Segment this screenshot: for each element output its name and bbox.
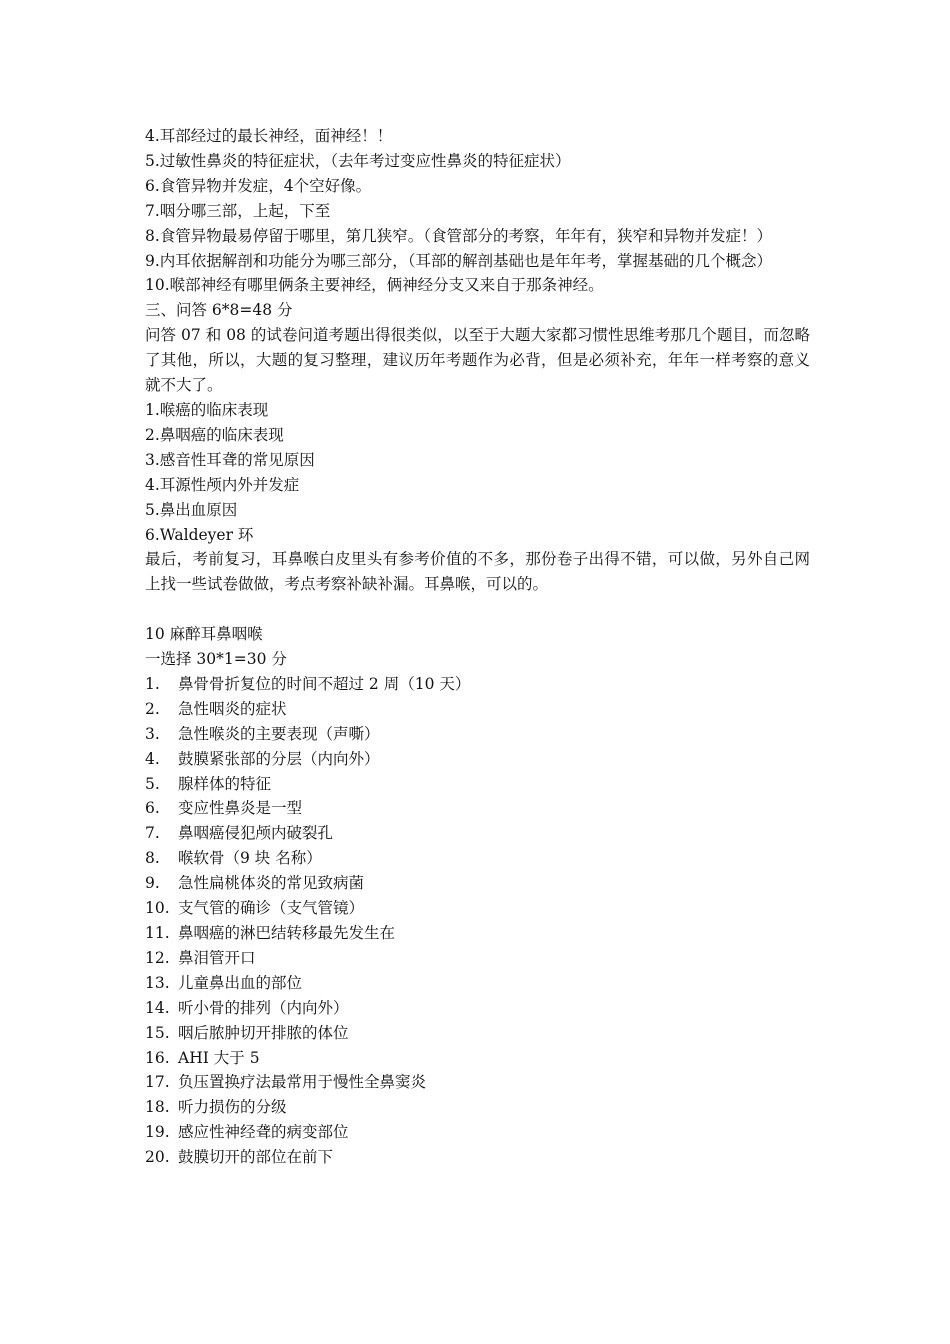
choice-question-item [145,1070,810,1095]
choice-question-item [145,1046,810,1071]
question-7: 7.咽分哪三部，上起，下至 [145,201,331,220]
item-number: 6. [145,799,160,818]
item-text: 听力损伤的分级 [178,1098,287,1117]
question-6: 6.食管异物并发症，4个空好像。 [145,176,372,195]
essay-intro-paragraph: 问答 07 和 08 的试卷问道考题出得很类似，以至于大题大家都习惯性思维考那几个题目，而忽略了其他，所以，大题的复习整理，建议历年考题作为必背，但是必须补充，年年一样考察的意义就不大了。 [145,326,810,395]
choice-question-item [145,846,810,871]
item-number: 11. [145,923,170,942]
choice-question-item [145,971,810,996]
item-number: 10. [145,899,170,918]
item-text: 喉软骨（9 块 名称） [178,849,322,868]
blank-line [145,597,810,622]
item-text: 鼻咽癌侵犯颅内破裂孔 [178,824,334,843]
item-number: 8. [145,849,160,868]
item-text: 听小骨的排列（内向外） [178,998,349,1017]
choice-question-item [145,821,810,846]
choice-question-item [145,946,810,971]
item-text: 鼓膜紧张部的分层（内向外） [178,749,380,768]
item-number: 5. [145,774,160,793]
choice-question-item [145,747,810,772]
item-text: 鼓膜切开的部位在前下 [178,1148,334,1167]
essay-item: 5.鼻出血原因 [145,500,238,519]
exam-title: 10 麻醉耳鼻咽喉 [145,625,263,644]
item-number: 9. [145,874,160,893]
item-number: 14. [145,998,170,1017]
item-text: AHI 大于 5 [178,1048,260,1067]
item-text: 鼻泪管开口 [178,948,256,967]
choice-question-item [145,796,810,821]
closing-paragraph: 最后，考前复习，耳鼻喉白皮里头有参考价值的不多，那份卷子出得不错，可以做，另外自己网上找一些试卷做做，考点考察补缺补漏。耳鼻喉，可以的。 [145,550,810,594]
item-number: 7. [145,824,160,843]
item-number: 17. [145,1073,170,1092]
item-number: 18. [145,1098,170,1117]
choice-question-item [145,1145,810,1170]
item-text: 变应性鼻炎是一型 [178,799,303,818]
question-8: 8.食管异物最易停留于哪里，第几狭窄。（食管部分的考察，年年有，狭窄和异物并发症！） [145,226,773,245]
essay-item: 2.鼻咽癌的临床表现 [145,425,284,444]
choice-question-item [145,896,810,921]
item-text: 支气管的确诊（支气管镜） [178,899,365,918]
item-number: 1. [145,674,160,693]
item-number: 3. [145,724,160,743]
item-text: 负压置换疗法最常用于慢性全鼻窦炎 [178,1073,427,1092]
essay-item: 4.耳源性颅内外并发症 [145,475,300,494]
item-text: 腺样体的特征 [178,774,272,793]
choice-question-item [145,672,810,697]
choice-question-item [145,1095,810,1120]
question-5: 5.过敏性鼻炎的特征症状，（去年考过变应性鼻炎的特征症状） [145,151,571,170]
item-text: 咽后脓肿切开排脓的体位 [178,1023,349,1042]
essay-item: 1.喉癌的临床表现 [145,400,269,419]
choice-question-item [145,996,810,1021]
choice-question-item [145,1120,810,1145]
item-number: 2. [145,699,160,718]
item-number: 13. [145,973,170,992]
essay-section-heading: 三、问答 6*8=48 分 [145,301,293,320]
item-text: 急性扁桃体炎的常见致病菌 [178,874,365,893]
choice-section-heading: 一选择 30*1=30 分 [145,650,287,669]
item-number: 4. [145,749,160,768]
essay-item: 6.Waldeyer 环 [145,525,254,544]
choice-question-item [145,772,810,797]
question-10: 10.喉部神经有哪里俩条主要神经，俩神经分支又来自于那条神经。 [145,276,604,295]
choice-question-list [145,672,810,1170]
choice-question-item [145,697,810,722]
item-text: 急性咽炎的症状 [178,699,287,718]
item-text: 急性喉炎的主要表现（声嘶） [178,724,380,743]
item-number: 12. [145,948,170,967]
item-number: 19. [145,1123,170,1142]
item-text: 鼻咽癌的淋巴结转移最先发生在 [178,923,396,942]
item-text: 感应性神经聋的病变部位 [178,1123,349,1142]
question-9: 9.内耳依据解剖和功能分为哪三部分，（耳部的解剖基础也是年年考，掌握基础的几个概念） [145,251,773,270]
item-number: 15. [145,1023,170,1042]
question-4: 4.耳部经过的最长神经，面神经！！ [145,127,393,145]
document-page [145,124,810,1170]
choice-question-item [145,1021,810,1046]
choice-question-item [145,871,810,896]
item-number: 16. [145,1048,170,1067]
choice-question-item [145,722,810,747]
essay-item: 3.感音性耳聋的常见原因 [145,450,315,469]
item-number: 20. [145,1148,170,1167]
item-text: 儿童鼻出血的部位 [178,973,303,992]
choice-question-item [145,921,810,946]
item-text: 鼻骨骨折复位的时间不超过 2 周（10 天） [178,674,471,693]
